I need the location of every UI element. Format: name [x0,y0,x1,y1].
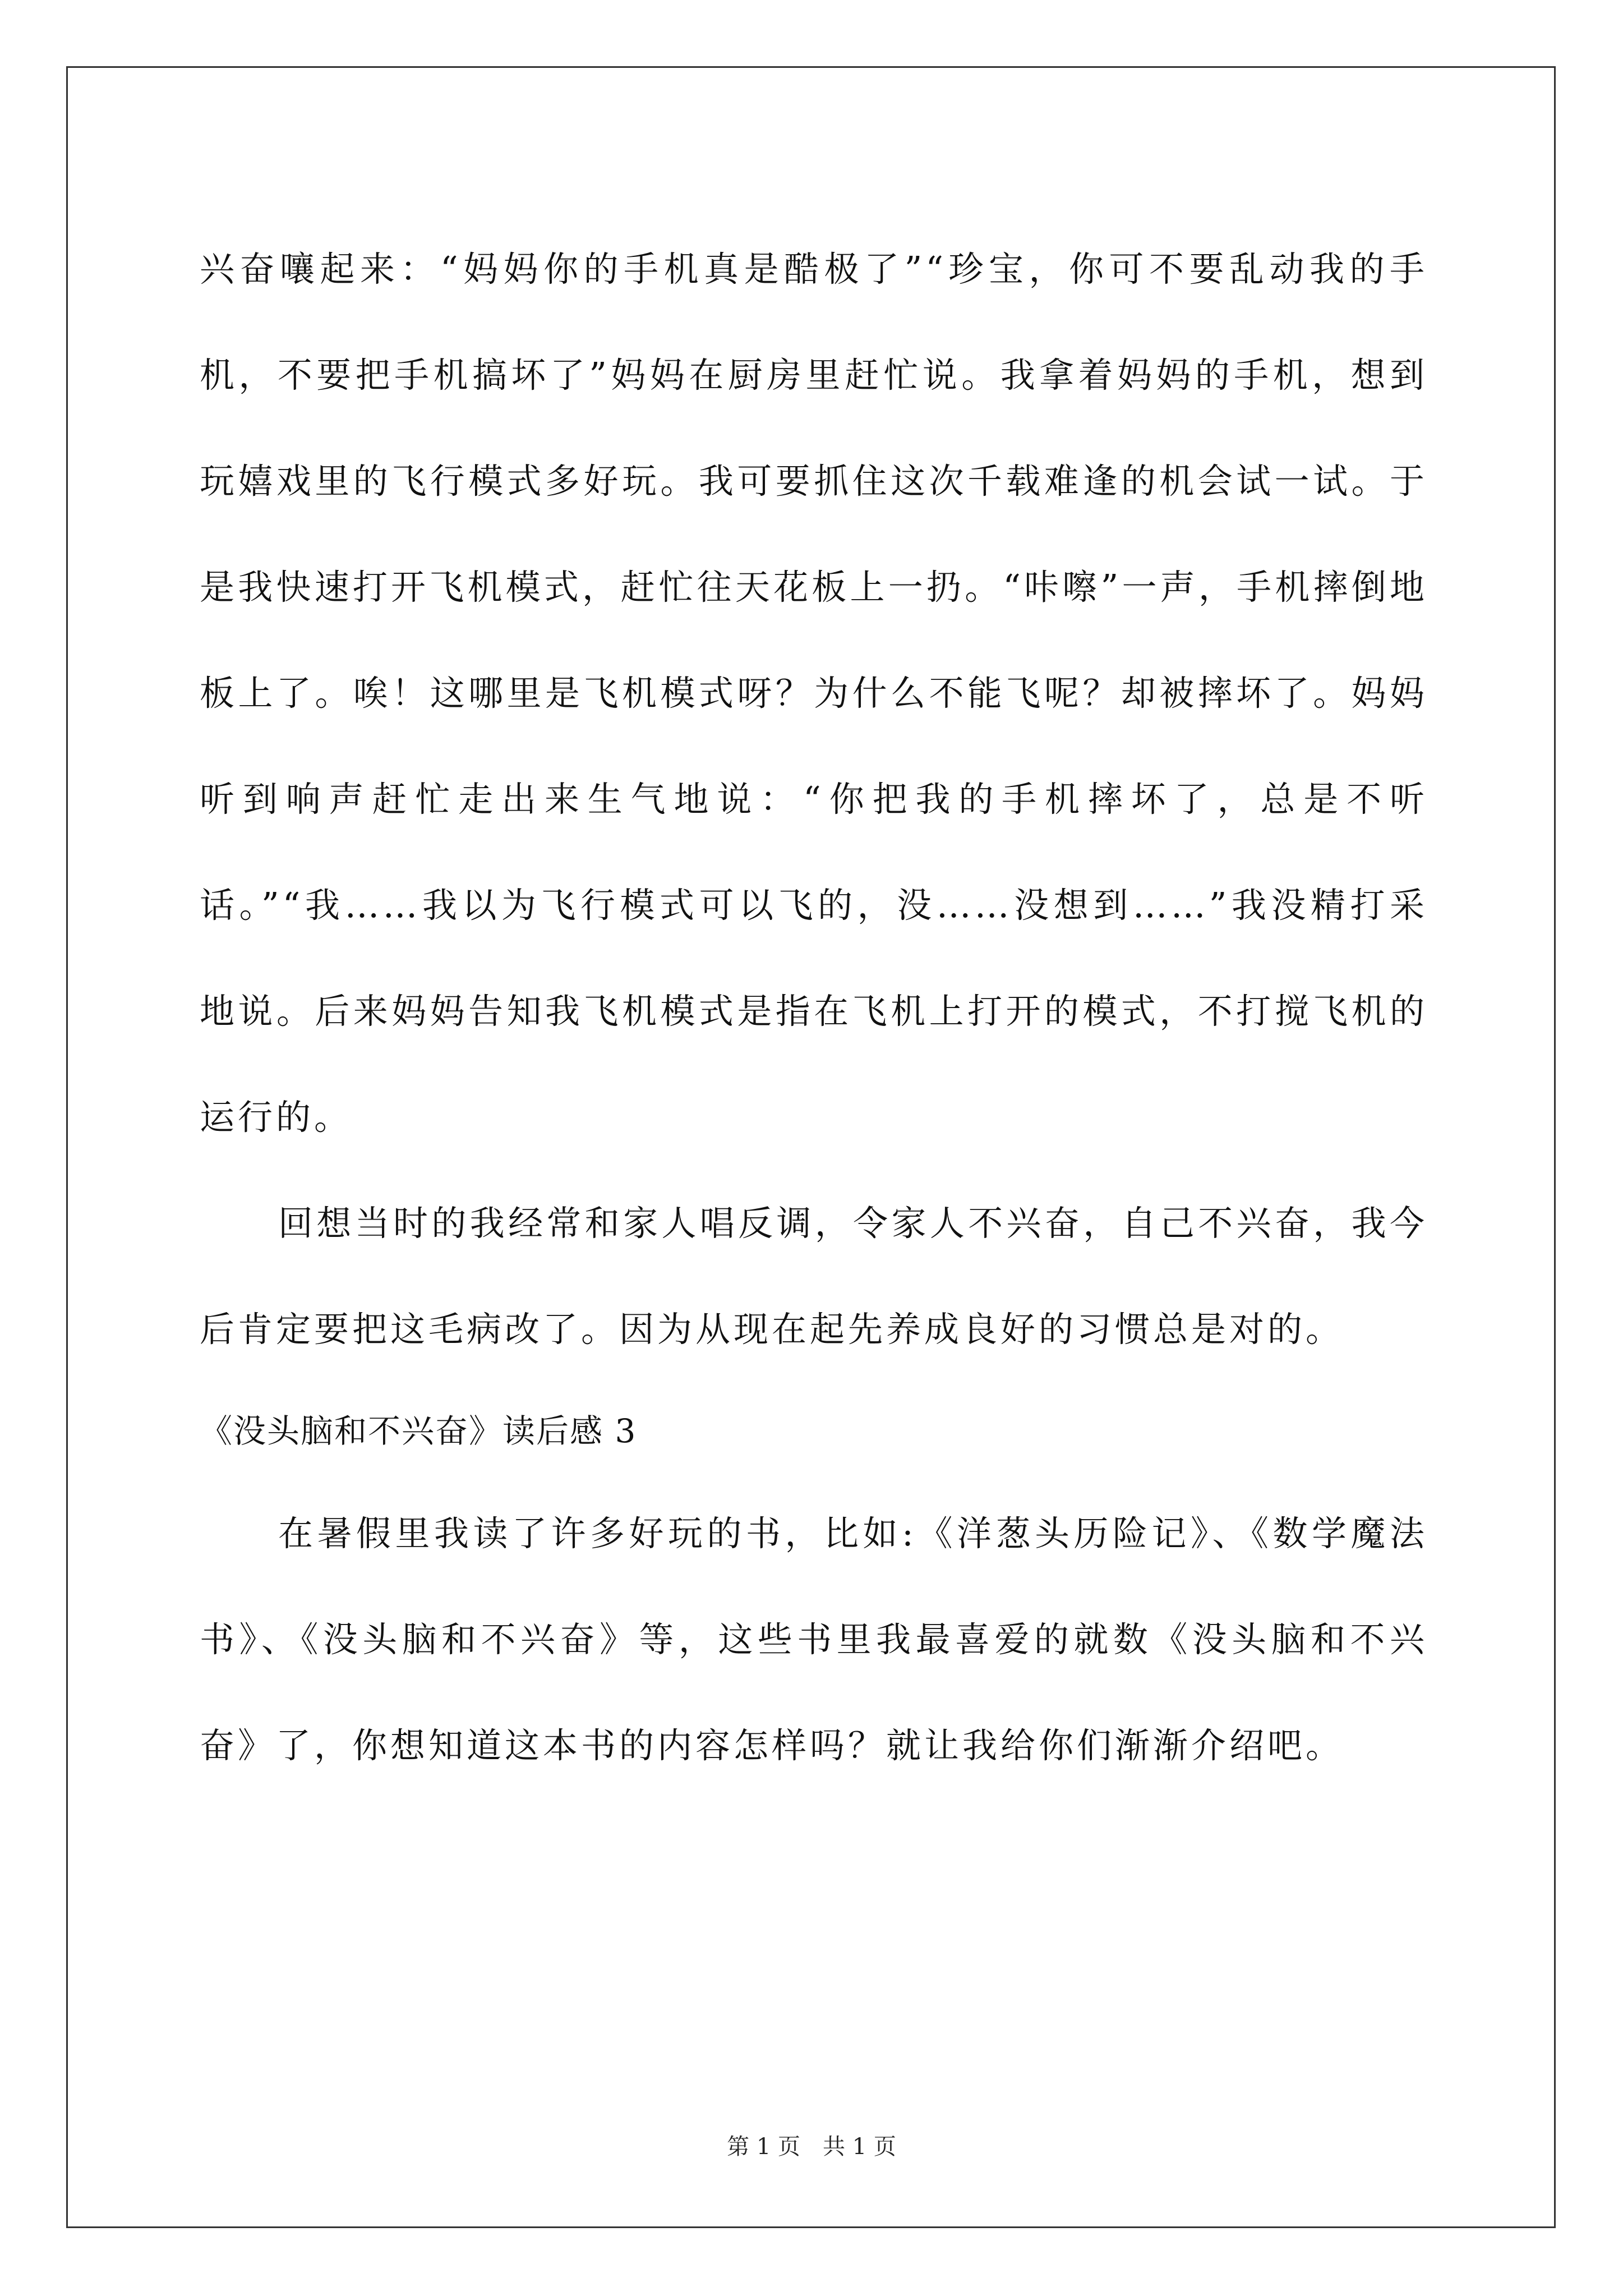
paragraph-reflection: 回想当时的我经常和家人唱反调，令家人不兴奋，自己不兴奋，我今后肯定要把这毛病改了。因为从现在起先养成良好的习惯总是对的。 [200,1203,1428,1350]
paragraph-continuation: 兴奋嚷起来：“妈妈你的手机真是酷极了”“珍宝，你可不要乱动我的手机，不要把手机搞坏了”妈妈在厨房里赶忙说。我拿着妈妈的手机，想到玩嬉戏里的飞行模式多好玩。我可要抓住这次千载难逢的机会试一试。于是我快速打开飞机模式，赶忙往天花板上一扔。“咔嚓”一声，手机摔倒地板上了。唉！这哪里是飞机模式呀？为什么不能飞呢？却被摔坏了。妈妈听到响声赶忙走出来生气地说：“你把我的手机摔坏了，总是不听话。”“我……我以为飞行模式可以飞的，没……没想到……”我没精打采地说。后来妈妈告知我飞机模式是指在飞机上打开的模式，不打搅飞机的运行的。 [200,249,1428,1138]
section-heading: 《没头脑和不兴奋》读后感 3 [200,1412,637,1450]
page-footer: 第 1 页 共 1 页 [727,2134,896,2160]
document-body [200,216,1428,1798]
paragraph-intro: 在暑假里我读了许多好玩的书，比如:《洋葱头历险记》、《数学魔法书》、《没头脑和不兴奋》等，这些书里我最喜爱的就数《没头脑和不兴奋》了，你想知道这本书的内容怎样吗？就让我给你们渐渐介绍吧。 [200,1513,1428,1766]
